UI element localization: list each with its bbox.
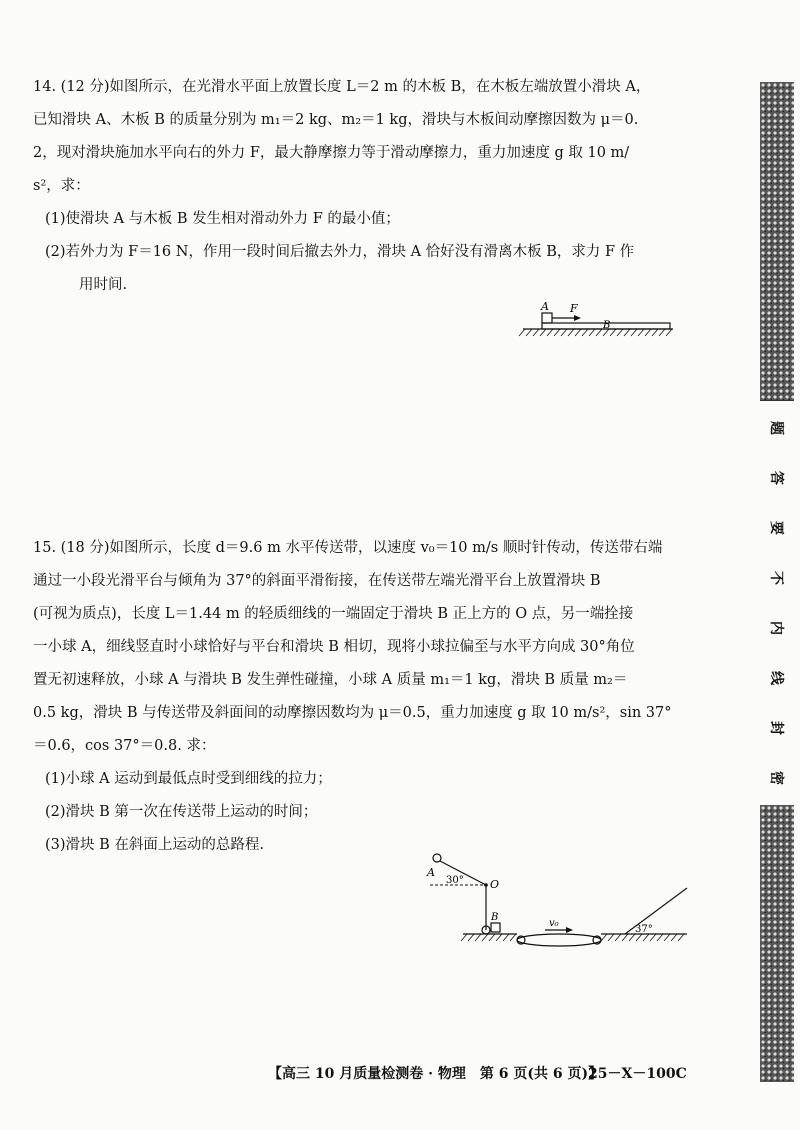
conveyor-belt: [517, 934, 601, 946]
label-a: A: [427, 866, 435, 879]
label-o: O: [490, 878, 500, 891]
q14-sub-2-line-2: 用时间.: [79, 277, 128, 293]
q14-figure: [515, 298, 675, 346]
label-b: B: [603, 320, 611, 331]
q14-line-2: 已知滑块 A、木板 B 的质量分别为 m₁＝2 kg、m₂＝1 kg，滑块与木板间动摩擦因数为 μ＝0.: [33, 112, 639, 128]
q14-line-4: s²，求：: [33, 178, 90, 194]
ground-hatch-left: [461, 934, 516, 941]
q14-line-1: 14. (12 分)如图所示，在光滑水平面上放置长度 L＝2 m 的木板 B，在木板左端放置小滑块 A，: [33, 79, 651, 95]
q15-sub-2: (2)滑块 B 第一次在传送带上运动的时间；: [45, 804, 318, 820]
strip-char-5: 不: [768, 571, 784, 585]
q15-line-1: 15. (18 分)如图所示，长度 d＝9.6 m 水平传送带，以速度 v₀＝10 m/s 顺时针传动，传送带右端: [33, 540, 663, 556]
q15-line-4: 一小球 A，细线竖直时小球恰好与平台和滑块 B 相切，现将小球拉偏至与水平方向成 30°角位: [33, 639, 635, 655]
strip-char-7: 答: [768, 471, 784, 485]
q15-line-5: 置无初速释放，小球 A 与滑块 B 发生弹性碰撞，小球 A 质量 m₁＝1 kg，滑块 B 质量 m₂＝: [33, 672, 628, 688]
q15-line-6: 0.5 kg，滑块 B 与传送带及斜面间的动摩擦因数均为 μ＝0.5，重力加速度 g 取 10 m/s²，sin 37°: [33, 705, 672, 721]
q15-line-2: 通过一小段光滑平台与倾角为 37°的斜面平滑衔接，在传送带左端光滑平台上放置滑块 B: [33, 573, 601, 589]
label-v0: v₀: [549, 918, 559, 929]
ground-hatch-right: [601, 934, 684, 941]
ground-hatch: [519, 329, 672, 336]
q15-line-7: ＝0.6，cos 37°＝0.8. 求：: [33, 738, 216, 754]
label-a: A: [541, 300, 549, 313]
label-angle-30: 30°: [446, 875, 464, 886]
q14-sub-1: (1)使滑块 A 与木板 B 发生相对滑动外力 F 的最小值；: [45, 211, 400, 227]
strip-char-1: 密: [768, 771, 784, 785]
q15-sub-3: (3)滑块 B 在斜面上运动的总路程.: [45, 837, 265, 853]
q15-figure: [425, 848, 695, 948]
velocity-arrowhead: [566, 927, 573, 933]
footer-code: 25－X－100C: [588, 1066, 687, 1082]
block-a: [542, 313, 552, 323]
label-b: B: [491, 912, 499, 923]
footer-title: 【高三 10 月质量检测卷 · 物理 第 6 页(共 6 页)】: [268, 1066, 603, 1082]
binding-pattern-bottom: [760, 805, 794, 1082]
ball-a: [433, 854, 441, 862]
strip-char-2: 封: [768, 721, 784, 735]
block-b: [491, 923, 500, 932]
force-arrowhead: [574, 315, 581, 321]
q14-sub-2-line-1: (2)若外力为 F＝16 N，作用一段时间后撤去外力，滑块 A 恰好没有滑离木板 B，求力 F 作: [45, 244, 635, 260]
q14-line-3: 2，现对滑块施加水平向右的外力 F，最大静摩擦力等于滑动摩擦力，重力加速度 g 取 10 m/: [33, 145, 630, 161]
label-angle-37: 37°: [635, 924, 653, 935]
page-footer: [0, 1063, 800, 1087]
q15-sub-1: (1)小球 A 运动到最低点时受到细线的拉力；: [45, 771, 332, 787]
strip-char-8: 题: [768, 421, 784, 435]
strip-char-6: 要: [768, 521, 784, 535]
q15-line-3: (可视为质点)，长度 L＝1.44 m 的轻质细线的一端固定于滑块 B 正上方的 O 点，另一端拴接: [33, 606, 634, 622]
binding-text-panel: [760, 400, 794, 807]
strip-char-4: 内: [768, 621, 784, 635]
binding-pattern-top: [760, 82, 794, 400]
label-f: F: [570, 302, 578, 315]
strip-char-3: 线: [768, 671, 784, 685]
binding-strip: [760, 82, 794, 1082]
